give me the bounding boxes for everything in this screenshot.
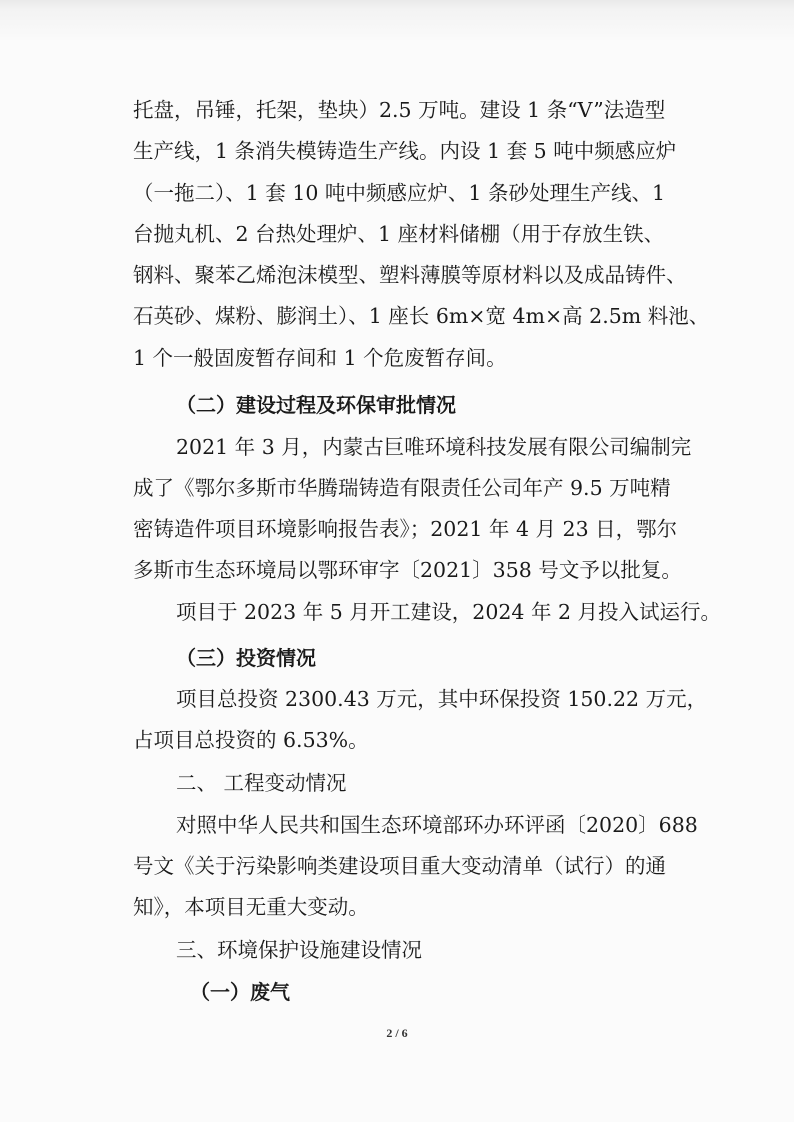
approval-line-2: 成了《鄂尔多斯市华腾瑞铸造有限责任公司年产 9.5 万吨精 <box>133 476 671 500</box>
approval-line-4: 多斯市生态环境局以鄂环审字〔2021〕358 号文予以批复。 <box>133 558 682 582</box>
heading-investment: （三）投资情况 <box>176 646 316 670</box>
changes-line-2: 号文《关于污染影响类建设项目重大变动清单（试行）的通 <box>133 854 666 878</box>
body-line-3: （一拖二）、1 套 10 吨中频感应炉、1 条砂处理生产线、1 <box>133 181 666 205</box>
approval-line-1: 2021 年 3 月，内蒙古巨唯环境科技发展有限公司编制完 <box>176 435 692 459</box>
section-environmental-facilities: 三、环境保护设施建设情况 <box>176 938 422 962</box>
body-line-6: 石英砂、煤粉、膨润土）、1 座长 6m×宽 4m×高 2.5m 料池、 <box>133 304 710 328</box>
changes-line-3: 知》，本项目无重大变动。 <box>133 895 369 919</box>
investment-line-2: 占项目总投资的 6.53%。 <box>133 728 369 752</box>
body-line-5: 钢料、聚苯乙烯泡沫模型、塑料薄膜等原材料以及成品铸件、 <box>133 263 687 287</box>
construction-schedule-line: 项目于 2023 年 5 月开工建设，2024 年 2 月投入试运行。 <box>176 600 722 624</box>
investment-line-1: 项目总投资 2300.43 万元，其中环保投资 150.22 万元， <box>176 687 708 711</box>
heading-exhaust-gas: （一）废气 <box>190 980 290 1004</box>
body-line-2: 生产线，1 条消失模铸造生产线。内设 1 套 5 吨中频感应炉 <box>133 139 677 163</box>
changes-line-1: 对照中华人民共和国生态环境部环办环评函〔2020〕688 <box>176 813 698 837</box>
section-engineering-changes: 二、 工程变动情况 <box>176 771 347 795</box>
body-line-1: 托盘，吊锤，托架，垫块）2.5 万吨。建设 1 条“V”法造型 <box>133 98 666 122</box>
body-line-7: 1 个一般固废暂存间和 1 个危废暂存间。 <box>133 346 507 370</box>
body-line-4: 台抛丸机、2 台热处理炉、1 座材料储棚（用于存放生铁、 <box>133 222 665 246</box>
approval-line-3: 密铸造件项目环境影响报告表》；2021 年 4 月 23 日，鄂尔 <box>133 517 678 541</box>
page-number: 2 / 6 <box>386 1026 408 1040</box>
heading-construction-approval: （二）建设过程及环保审批情况 <box>176 393 456 417</box>
